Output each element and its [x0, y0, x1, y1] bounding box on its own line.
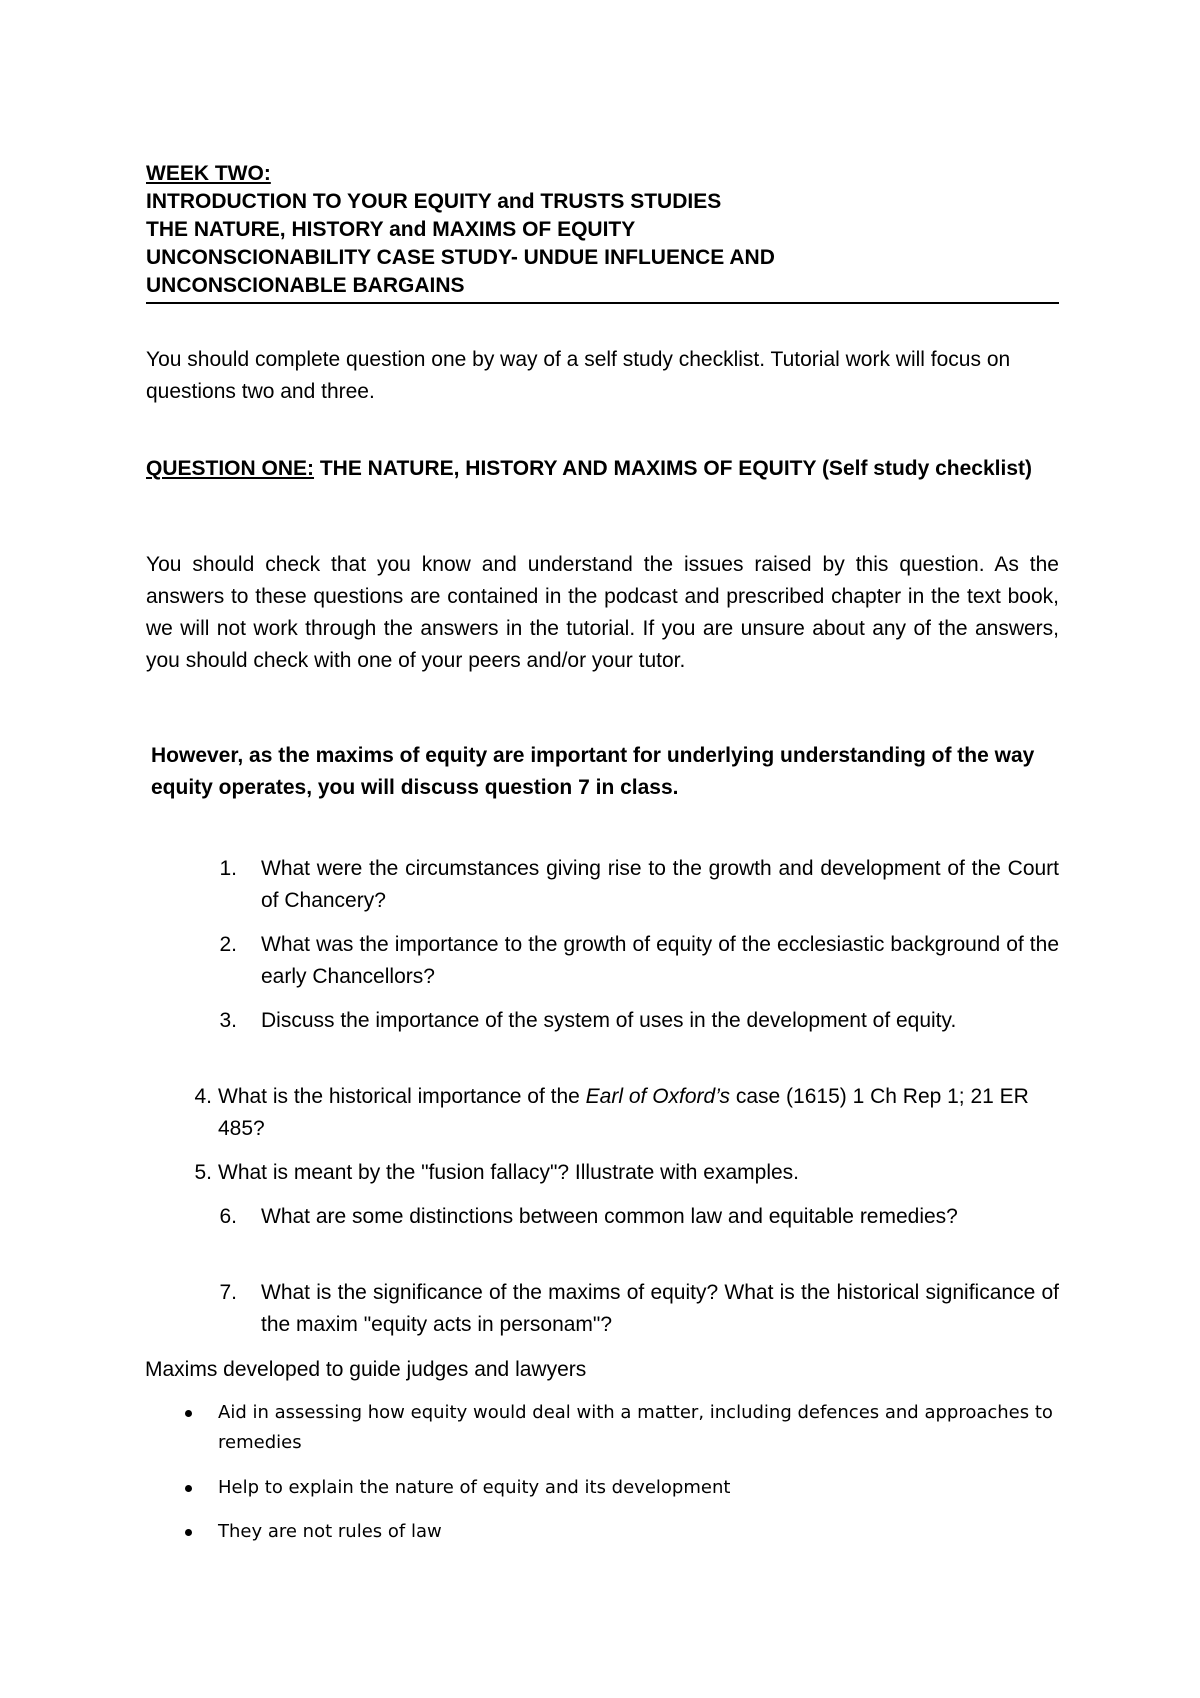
case-name: Earl of Oxford’s	[585, 1085, 731, 1108]
question-one-heading	[146, 453, 1059, 485]
question-text: What was the importance to the growth of equity of the ecclesiastic background of the early Chancellors?	[261, 933, 1059, 988]
question-item-6	[0, 1201, 1200, 1265]
question-number: 2.	[219, 933, 237, 956]
heading-line-3: UNCONSCIONABILITY CASE STUDY- UNDUE INFLUENCE AND	[146, 246, 775, 269]
bullet-dot-icon	[185, 1529, 192, 1536]
question-item-3	[0, 1005, 1200, 1069]
question-item-1	[0, 853, 1200, 917]
question-item-4	[0, 1081, 1200, 1145]
question-text: What is the significance of the maxims of equity? What is the historical significance of the maxim "equity acts in personam"?	[261, 1281, 1059, 1336]
question-number: 1.	[219, 857, 237, 880]
question-text	[218, 1081, 1059, 1145]
question-number: 6.	[219, 1205, 237, 1228]
bullet-dot-icon	[185, 1485, 192, 1492]
question-number: 3.	[219, 1009, 237, 1032]
question-item-7	[0, 1277, 1200, 1341]
question-text-part: What is the historical importance of the	[218, 1085, 586, 1108]
question-number: 4.	[194, 1085, 212, 1108]
however-paragraph: However, as the maxims of equity are important for underlying understanding of the way equity operates, you will discuss question 7 in class.	[151, 744, 1035, 799]
question-one-title: THE NATURE, HISTORY AND MAXIMS OF EQUITY (Self study checklist)	[314, 457, 1033, 480]
question-one-label: QUESTION ONE:	[146, 457, 315, 480]
bullet-item-3: They are not rules of law	[218, 1521, 442, 1542]
intro-paragraph: You should complete question one by way of a self study checklist. Tutorial work will focus on questions two and three.	[146, 348, 1011, 403]
question-text-part: case (1615) 1 Ch Rep 1; 21 ER 485?	[218, 1085, 1029, 1140]
question-item-5	[0, 1157, 1200, 1189]
week-title: WEEK TWO:	[146, 162, 271, 185]
document-heading	[146, 160, 1059, 304]
bullet-item-1: Aid in assessing how equity would deal with a matter, including defences and approaches to remedies	[218, 1402, 1053, 1453]
question-number: 5.	[194, 1161, 212, 1184]
question-number: 7.	[219, 1281, 237, 1304]
bullet-item-2: Help to explain the nature of equity and its development	[218, 1477, 731, 1498]
bullet-dot-icon	[185, 1410, 192, 1417]
heading-line-1: INTRODUCTION TO YOUR EQUITY and TRUSTS STUDIES	[146, 190, 722, 213]
check-paragraph: You should check that you know and understand the issues raised by this question. As the answers to these questions are contained in the podcast and prescribed chapter in the text book, we will not work through the answers in the tutorial. If you are unsure about any of the answers, you should check with one of your peers and/or your tutor.	[146, 553, 1059, 672]
heading-line-2: THE NATURE, HISTORY and MAXIMS OF EQUITY	[146, 218, 636, 241]
maxims-intro: Maxims developed to guide judges and lawyers	[145, 1358, 587, 1381]
question-text: Discuss the importance of the system of uses in the development of equity.	[261, 1009, 957, 1032]
question-text: What are some distinctions between common law and equitable remedies?	[261, 1205, 958, 1228]
question-text: What is meant by the "fusion fallacy"? Illustrate with examples.	[218, 1161, 799, 1184]
heading-line-4: UNCONSCIONABLE BARGAINS	[146, 274, 465, 297]
question-text: What were the circumstances giving rise to the growth and development of the Court of Chancery?	[261, 857, 1059, 912]
question-item-2	[0, 929, 1200, 993]
